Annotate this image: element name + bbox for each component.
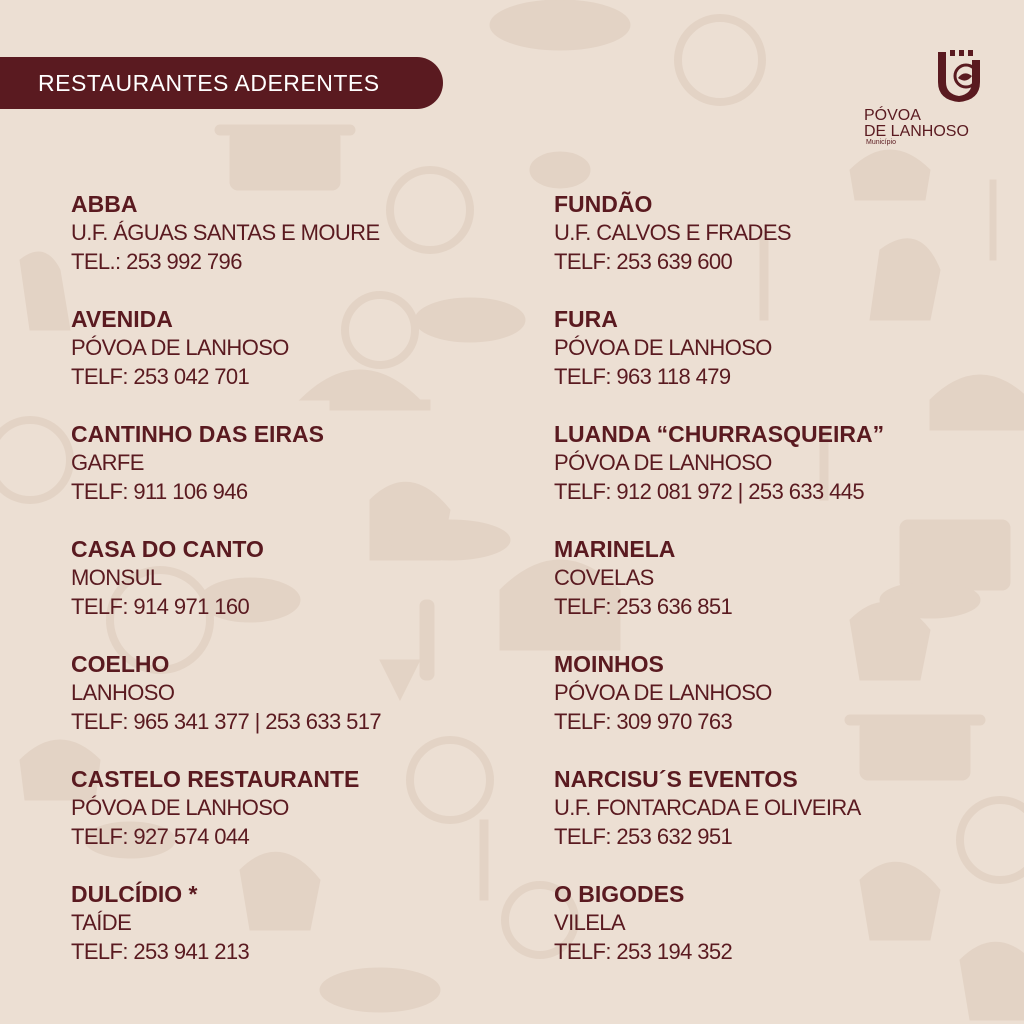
restaurant-phone: TELF: 927 574 044 [71, 824, 250, 849]
restaurant-entry [71, 535, 381, 650]
restaurant-phone: TELF: 253 042 701 [71, 364, 250, 389]
restaurant-name: NARCISU´S EVENTOS [554, 766, 798, 792]
restaurant-phone: TELF: 963 118 479 [554, 364, 731, 389]
restaurant-entry [71, 420, 381, 535]
restaurant-entry [554, 535, 884, 650]
restaurant-name: CANTINHO DAS EIRAS [71, 421, 325, 447]
restaurant-location: LANHOSO [71, 680, 175, 705]
restaurant-entry [554, 650, 884, 765]
restaurant-list-left [71, 190, 381, 995]
restaurant-phone: TELF: 253 639 600 [554, 249, 733, 274]
restaurant-location: PÓVOA DE LANHOSO [71, 795, 289, 820]
restaurant-location: U.F. FONTARCADA E OLIVEIRA [554, 795, 861, 820]
restaurant-location: MONSUL [71, 565, 162, 590]
restaurant-phone: TELF: 914 971 160 [71, 594, 250, 619]
restaurant-location: COVELAS [554, 565, 654, 590]
page-title: RESTAURANTES ADERENTES [38, 69, 380, 96]
restaurant-phone: TELF: 912 081 972 | 253 633 445 [554, 479, 865, 504]
restaurant-name: FUNDÃO [554, 191, 653, 217]
restaurant-name: LUANDA “CHURRASQUEIRA” [554, 421, 885, 447]
restaurant-entry [554, 190, 884, 305]
restaurant-list-right [554, 190, 884, 995]
municipality-logo [862, 46, 984, 152]
restaurant-entry [554, 305, 884, 420]
restaurant-name: FURA [554, 306, 618, 332]
restaurant-name: CASA DO CANTO [71, 536, 264, 562]
restaurant-location: PÓVOA DE LANHOSO [554, 680, 772, 705]
restaurant-location: GARFE [71, 450, 144, 475]
restaurant-entry [71, 765, 381, 880]
restaurant-entry [71, 190, 381, 305]
restaurant-location: PÓVOA DE LANHOSO [554, 450, 772, 475]
municipal-emblem-icon [936, 48, 982, 104]
restaurant-location: U.F. ÁGUAS SANTAS E MOURE [71, 220, 380, 245]
restaurant-name: COELHO [71, 651, 170, 677]
restaurant-name: MOINHOS [554, 651, 664, 677]
logo-text-line3: Município [866, 139, 896, 146]
restaurant-entry [71, 650, 381, 765]
restaurant-phone: TELF: 309 970 763 [554, 709, 733, 734]
restaurant-entry [554, 765, 884, 880]
restaurant-name: CASTELO RESTAURANTE [71, 766, 360, 792]
title-banner [0, 57, 443, 109]
restaurant-location: U.F. CALVOS E FRADES [554, 220, 791, 245]
restaurant-name: ABBA [71, 191, 138, 217]
restaurant-phone: TELF: 253 632 951 [554, 824, 733, 849]
restaurant-entry [71, 880, 381, 995]
restaurant-name: O BIGODES [554, 881, 685, 907]
restaurant-phone: TELF: 253 194 352 [554, 939, 733, 964]
restaurant-location: TAÍDE [71, 910, 132, 935]
restaurant-phone: TELF: 965 341 377 | 253 633 517 [71, 709, 382, 734]
restaurant-phone: TELF: 253 636 851 [554, 594, 733, 619]
restaurant-location: PÓVOA DE LANHOSO [71, 335, 289, 360]
logo-text-line2: DE LANHOSO [864, 123, 969, 140]
restaurant-name: MARINELA [554, 536, 676, 562]
logo-text-line1: PÓVOA [864, 107, 921, 124]
restaurant-phone: TELF: 911 106 946 [71, 479, 248, 504]
restaurant-entry [71, 305, 381, 420]
restaurant-name: DULCÍDIO * [71, 881, 198, 907]
restaurant-phone: TELF: 253 941 213 [71, 939, 250, 964]
restaurant-name: AVENIDA [71, 306, 173, 332]
restaurant-location: PÓVOA DE LANHOSO [554, 335, 772, 360]
restaurant-entry [554, 880, 884, 995]
restaurant-location: VILELA [554, 910, 626, 935]
restaurant-entry [554, 420, 884, 535]
restaurant-phone: TEL.: 253 992 796 [71, 249, 242, 274]
